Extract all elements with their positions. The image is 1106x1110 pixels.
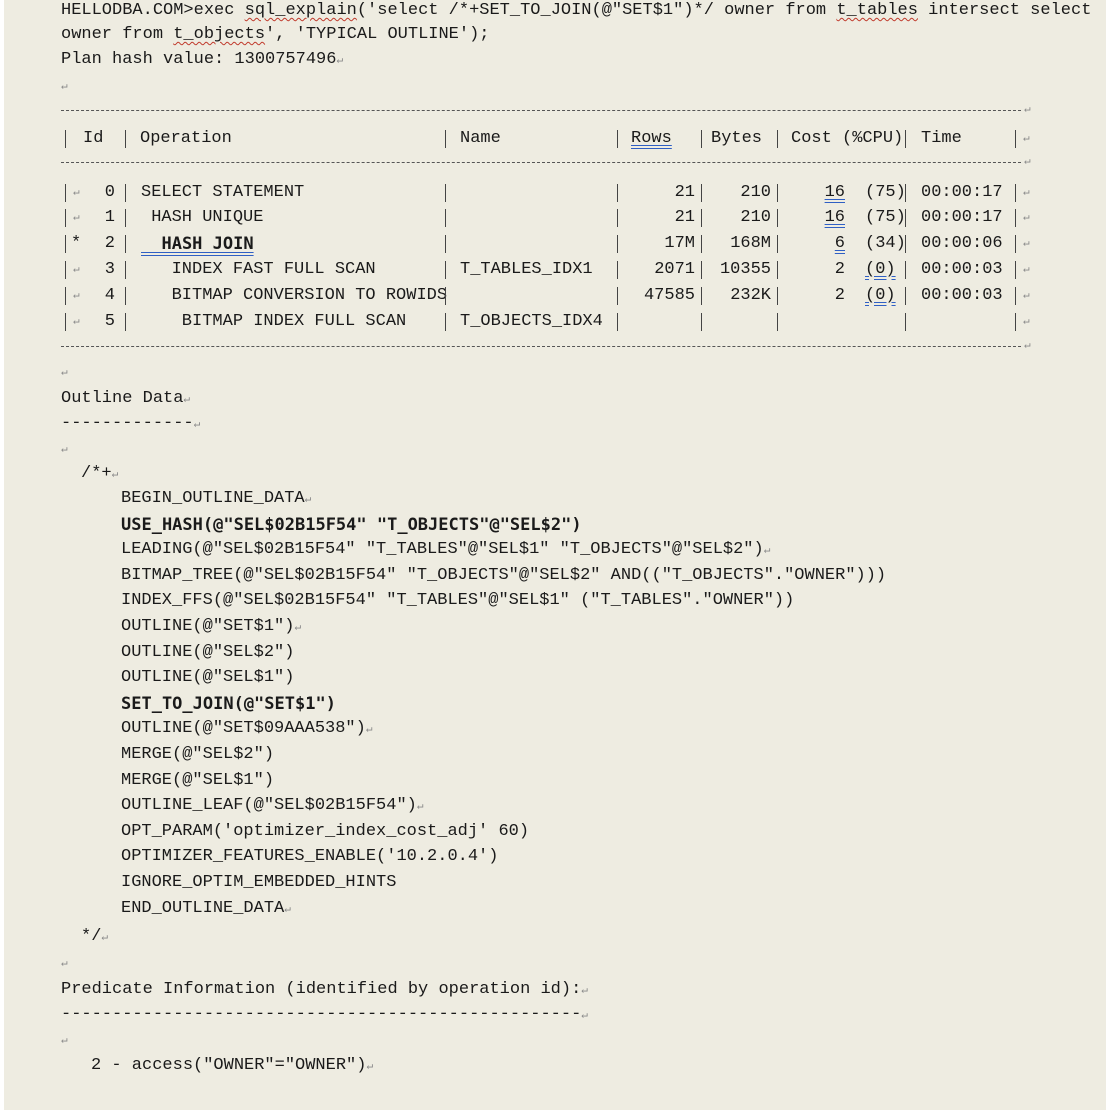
command-line-1	[61, 0, 1091, 22]
row-time: 00:00:03	[921, 286, 1003, 305]
paragraph-mark-icon: ↵	[304, 494, 312, 506]
outline-hint-line	[121, 642, 294, 664]
paragraph-mark-icon: ↵	[416, 801, 424, 814]
outline-hint-line	[121, 565, 886, 587]
row-operation: BITMAP INDEX FULL SCAN	[141, 312, 407, 331]
row-rows: 47585	[643, 286, 695, 305]
outline-hint-text: OUTLINE_LEAF(@"SEL$02B15F54")	[121, 796, 417, 816]
plan-hash-text: Plan hash value: 1300757496	[61, 50, 337, 69]
row-id: 5	[104, 312, 115, 331]
row-rows: 21	[674, 183, 695, 202]
command-line-2	[61, 24, 489, 46]
header-id: Id	[83, 129, 104, 148]
row-time: 00:00:06	[921, 234, 1003, 253]
paragraph-mark-icon: ↵	[1023, 212, 1030, 224]
spelling-flag-t-tables: t_tables	[836, 1, 918, 20]
document-page	[4, 0, 1106, 1110]
row-cpu: (0)	[865, 286, 896, 305]
row-bytes: 210	[740, 183, 771, 202]
paragraph-mark-icon: ↵	[365, 724, 373, 737]
paragraph-mark-icon: ↵	[284, 903, 291, 916]
plan-separator-top	[61, 110, 1021, 111]
outline-hint-line	[121, 846, 498, 868]
paragraph-mark-icon: ↵	[1023, 264, 1030, 276]
row-rows: 17M	[664, 234, 695, 253]
outline-title	[61, 388, 190, 410]
sql-prompt: HELLODBA.COM>	[61, 1, 194, 20]
row-cost: 2	[834, 286, 845, 305]
outline-hint-line	[121, 693, 336, 715]
outline-hint-text: MERGE(@"SEL$2")	[121, 745, 275, 764]
outline-hint-line	[121, 616, 301, 638]
paragraph-mark-icon: ↵	[193, 419, 201, 431]
header-operation: Operation	[140, 129, 232, 148]
row-time: 00:00:03	[921, 260, 1003, 279]
outline-hint-text: LEADING(@"SEL$02B15F54" "T_TABLES"@"SEL$1" "T_OBJECTS"@"SEL$2")	[121, 540, 764, 560]
predicate-title	[61, 979, 588, 1001]
row-bytes: 210	[740, 208, 771, 227]
outline-hint-text: USE_HASH(@"SEL$02B15F54" "T_OBJECTS"@"SEL$2")	[121, 514, 582, 535]
outline-hint-text: IGNORE_OPTIM_EMBEDDED_HINTS	[121, 873, 397, 892]
paragraph-mark-icon: ↵	[61, 958, 68, 970]
plan-separator-mid	[61, 162, 1021, 163]
plan-table-row	[61, 285, 1041, 307]
row-bytes: 232K	[730, 286, 771, 305]
outline-hint-line	[121, 795, 423, 817]
row-bytes: 168M	[730, 234, 771, 253]
outline-hint-text: BITMAP_TREE(@"SEL$02B15F54" "T_OBJECTS"@"SEL$2" AND(("T_OBJECTS"."OWNER")))	[121, 565, 887, 585]
row-rows: 21	[674, 208, 695, 227]
command-text: owner from	[61, 25, 174, 44]
spelling-flag-t-objects: t_objects	[173, 25, 266, 44]
outline-hint-line	[121, 872, 396, 894]
row-name: T_TABLES_IDX1	[460, 260, 593, 279]
outline-open	[81, 463, 118, 485]
header-rows: Rows	[631, 129, 672, 148]
paragraph-mark-icon: ↵	[1023, 316, 1030, 328]
outline-hint-text: OPT_PARAM('optimizer_index_cost_adj' 60)	[121, 821, 530, 841]
row-cpu: (0)	[865, 260, 896, 279]
row-time: 00:00:17	[921, 183, 1003, 202]
row-cpu: (75)	[865, 208, 906, 227]
paragraph-mark-icon: ↵	[61, 1035, 68, 1047]
command-text: ('select /*+SET_TO_JOIN(@"SET$1")*/ owner from	[356, 1, 837, 20]
command-text: exec	[193, 1, 245, 20]
outline-hint-text: OUTLINE(@"SEL$1")	[121, 668, 295, 688]
outline-underline-text: -------------	[61, 414, 194, 433]
paragraph-mark-icon: ↵	[101, 932, 109, 944]
outline-hint-text: MERGE(@"SEL$1")	[121, 770, 275, 790]
outline-hint-line	[121, 514, 582, 536]
outline-close-text: */	[81, 927, 102, 946]
outline-hint-text: END_OUTLINE_DATA	[121, 898, 285, 918]
row-operation: HASH JOIN	[141, 234, 254, 254]
row-id: 0	[104, 183, 115, 202]
outline-hint-text: OUTLINE(@"SET$1")	[121, 617, 295, 636]
row-cost: 16	[824, 208, 845, 227]
row-id: 2	[104, 234, 115, 253]
outline-hint-line	[121, 667, 294, 689]
outline-hint-text: BEGIN_OUTLINE_DATA	[121, 489, 305, 508]
paragraph-mark-icon: ↵	[183, 394, 191, 406]
outline-close	[81, 926, 108, 948]
paragraph-mark-icon: ↵	[581, 985, 588, 997]
row-operation: INDEX FAST FULL SCAN	[141, 260, 376, 279]
paragraph-mark-icon: ↵	[1024, 156, 1031, 168]
paragraph-mark-icon: ↵	[1024, 340, 1031, 352]
paragraph-mark-icon: ↵	[1023, 133, 1030, 145]
spelling-flag-sql-explain: sql_explain	[244, 1, 357, 20]
row-operation: SELECT STATEMENT	[141, 183, 305, 202]
paragraph-mark-icon: ↵	[111, 469, 119, 481]
header-time: Time	[921, 129, 962, 148]
outline-hint-text: SET_TO_JOIN(@"SET$1")	[121, 693, 336, 714]
predicate-item	[91, 1055, 373, 1077]
paragraph-mark-icon: ↵	[581, 1010, 588, 1022]
row-cost: 16	[824, 183, 845, 202]
outline-hint-text: OUTLINE(@"SEL$2")	[121, 642, 295, 662]
outline-hint-text: OPTIMIZER_FEATURES_ENABLE('10.2.0.4')	[121, 847, 499, 867]
row-id: 3	[104, 260, 115, 279]
row-id: 1	[104, 208, 115, 227]
predicate-underline	[61, 1004, 588, 1026]
outline-hint-line	[121, 770, 274, 792]
outline-title-text: Outline Data	[61, 389, 184, 408]
plan-table-header	[61, 128, 1041, 150]
paragraph-mark-icon: ↵	[336, 55, 344, 67]
row-id: 4	[104, 286, 115, 305]
row-cost: 2	[834, 260, 845, 279]
outline-hint-text: INDEX_FFS(@"SEL$02B15F54" "T_TABLES"@"SEL$1" ("T_TABLES"."OWNER"))	[121, 591, 795, 611]
row-time: 00:00:17	[921, 208, 1003, 227]
paragraph-mark-icon: ↵	[73, 316, 80, 328]
paragraph-mark-icon: ↵	[366, 1061, 374, 1073]
paragraph-mark-icon: ↵	[763, 545, 771, 558]
header-bytes: Bytes	[711, 129, 763, 148]
paragraph-mark-icon: ↵	[61, 81, 68, 93]
paragraph-mark-icon: ↵	[73, 187, 80, 199]
row-name: T_OBJECTS_IDX4	[460, 312, 603, 331]
paragraph-mark-icon: ↵	[61, 367, 68, 379]
predicate-star: *	[71, 234, 82, 253]
plan-table-row	[61, 207, 1041, 229]
paragraph-mark-icon: ↵	[1023, 187, 1030, 199]
row-operation: BITMAP CONVERSION TO ROWIDS	[141, 286, 448, 305]
row-cpu: (75)	[865, 183, 906, 202]
paragraph-mark-icon: ↵	[73, 264, 80, 276]
row-operation: HASH UNIQUE	[141, 208, 264, 227]
predicate-item-text: 2 - access("OWNER"="OWNER")	[91, 1056, 367, 1075]
paragraph-mark-icon: ↵	[294, 622, 302, 634]
row-cost: 6	[834, 234, 845, 253]
plan-table-row	[61, 233, 1041, 255]
plan-separator-bottom	[61, 346, 1021, 347]
predicate-title-text: Predicate Information (identified by operation id):	[61, 980, 582, 999]
outline-hint-line	[121, 898, 291, 920]
paragraph-mark-icon: ↵	[1023, 238, 1030, 250]
row-rows: 2071	[654, 260, 695, 279]
predicate-underline-text: ---------------------------------------------------	[61, 1005, 582, 1024]
command-text: ', 'TYPICAL OUTLINE');	[265, 25, 490, 44]
row-bytes: 10355	[719, 260, 771, 279]
plan-hash	[61, 49, 343, 71]
plan-table-row	[61, 311, 1041, 333]
command-text: intersect select	[917, 1, 1092, 20]
outline-hint-line	[121, 821, 529, 843]
outline-underline	[61, 413, 200, 435]
plan-table-row	[61, 182, 1041, 204]
outline-hint-text: OUTLINE(@"SET$09AAA538")	[121, 719, 366, 739]
header-name: Name	[460, 129, 501, 148]
outline-hint-line	[121, 718, 372, 740]
paragraph-mark-icon: ↵	[61, 444, 68, 456]
outline-hint-line	[121, 744, 274, 766]
row-cpu: (34)	[865, 234, 906, 253]
paragraph-mark-icon: ↵	[73, 290, 80, 302]
header-cost: Cost (%CPU)	[791, 129, 904, 148]
paragraph-mark-icon: ↵	[1024, 104, 1031, 116]
outline-open-text: /*+	[81, 464, 112, 483]
outline-hint-line	[121, 488, 311, 510]
paragraph-mark-icon: ↵	[73, 212, 80, 224]
outline-hint-line	[121, 590, 794, 612]
paragraph-mark-icon: ↵	[1023, 290, 1030, 302]
outline-hint-line	[121, 539, 770, 561]
plan-table-row	[61, 259, 1041, 281]
